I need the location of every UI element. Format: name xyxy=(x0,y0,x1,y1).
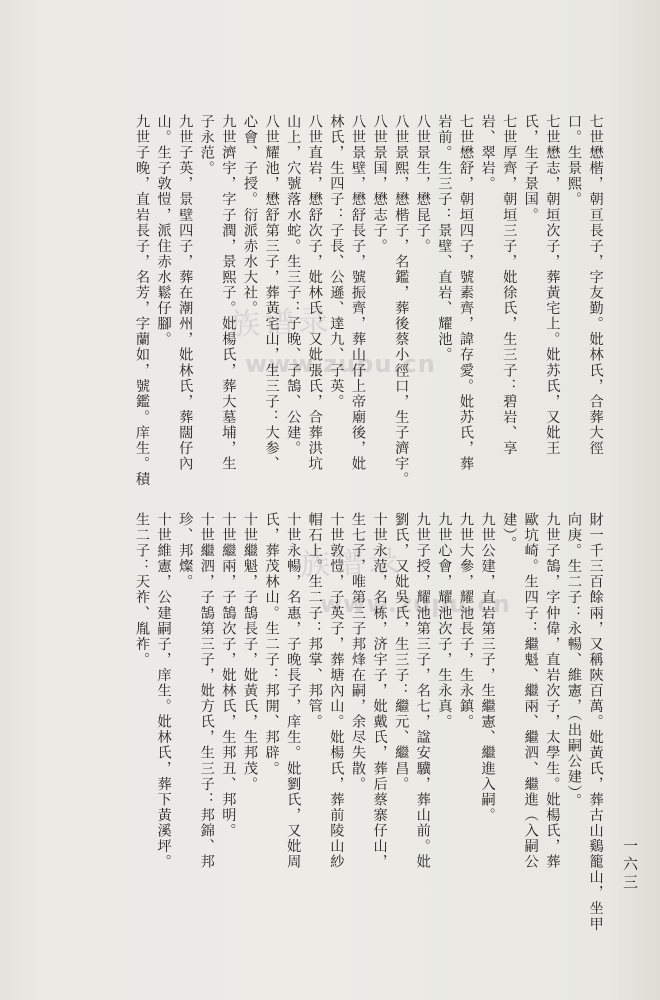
text-column-upper: 心會、子授。衍派赤水大社。 xyxy=(241,114,258,317)
text-column-upper: 山上，穴號落水蛇。生三子：子晚、子鵠、公建。 xyxy=(285,114,302,457)
text-column-lower: 生七子，唯第三子邦烽在嗣，余尽失散。 xyxy=(349,512,366,792)
text-column-lower: 劉氏，又妣吳氏，生三子：繼元、繼昌。 xyxy=(393,512,410,792)
text-column-upper: 九世濟宇，字子潤，景熙子。妣楊氏，葬大墓埔，生 xyxy=(220,114,237,472)
text-column-lower: 歐坑崎。生四子：繼魁、繼兩、繼泗、繼進（入嗣公 xyxy=(522,512,539,870)
text-column-lower: 帽石上。生二子：邦掌、邦管。 xyxy=(306,512,323,730)
watermark-site-url-upper: www.zupu.cn xyxy=(245,350,436,378)
text-column-upper: 氏，生子景国。 xyxy=(522,114,539,223)
text-column-lower: 九世公建，直岩第三子，生繼憲、繼進入嗣。 xyxy=(479,512,496,823)
text-column-upper: 八世景生，懋昆子。 xyxy=(414,114,431,254)
text-column-lower: 十世維憲，公建嗣子，庠生。妣林氏，葬下黃溪坪。 xyxy=(155,512,172,870)
text-column-lower: 生二子：天祚、胤祚。 xyxy=(133,512,150,668)
text-column-upper: 林氏，生四子：子長、公遜、達九、子英。 xyxy=(328,114,345,410)
text-column-upper: 九世子英，景壁四子，葬在潮州，妣林氏，葬闊仔內 xyxy=(177,114,194,472)
text-column-upper: 岩、翠岩。 xyxy=(479,114,496,192)
text-column-upper: 子永范。 xyxy=(198,114,215,177)
text-column-upper: 八世景熙，懋楷子，名鑑，葬後蔡小徑口，生子濟宇。 xyxy=(393,114,410,488)
text-column-upper: 八世直岩，懋舒次子，妣林氏，又妣張氏，合葬洪坑 xyxy=(306,114,323,472)
text-column-lower: 十世永范，名栋，济宇子，妣戴氏，葬后蔡寨仔山， xyxy=(371,512,388,870)
text-column-lower: 十世敦愷，子英子，葬塘內山。妣楊氏，葬前陵山紗 xyxy=(328,512,345,870)
watermark-site-name-upper: 族谱录 xyxy=(229,304,333,343)
text-column-upper: 七世懋舒，朝垣四子，號素齊，諱存愛。妣苏氏，葬 xyxy=(457,114,474,472)
text-column-upper: 七世懋楷，朝亘長子，字友勤。妣林氏，合葬大徑 xyxy=(587,114,604,457)
text-column-upper: 岩前。生三子：景壁、直岩、耀池。 xyxy=(436,114,453,363)
text-column-upper: 口。生景熙。 xyxy=(565,114,582,208)
text-column-upper: 八世景国，懋志子。 xyxy=(371,114,388,254)
text-column-lower: 十世永暢，名惠，子晚長子，庠生。妣劉氏，又妣周 xyxy=(285,512,302,870)
page-number: 一六三 xyxy=(621,838,639,892)
text-column-upper: 八世耀池，懋舒第三子，葬黃宅山，生三子：大参、 xyxy=(263,114,280,472)
text-column-lower: 十世繼魁，子鵠長子，妣黃氏，生邦茂。 xyxy=(241,512,258,792)
text-column-upper: 八世景壁，懋舒長子，號振齊，葬山仔上帝廟後，妣 xyxy=(349,114,366,472)
text-column-lower: 財一千三百餘兩，又稱陝百萬。妣黃氏，葬古山鷄籠山，坐甲 xyxy=(587,512,604,932)
text-column-lower: 九世大參，耀池長子，生永鎮。 xyxy=(457,512,474,730)
text-column-upper: 九世子晚，直岩長子，名芳，字蘭如，號鑑。庠生。積 xyxy=(133,114,150,488)
text-column-lower: 十世繼兩，子鵠次子，妣林氏，生邦丑、邦明。 xyxy=(220,512,237,839)
watermark-site-url-lower: www.zupu.cn xyxy=(320,590,511,618)
text-column-lower: 九世心會，耀池次子，生永真。 xyxy=(436,512,453,730)
text-column-lower: 向庚。生二子：永暢、維憲，（出嗣公建）。 xyxy=(565,512,582,809)
watermark-site-name-lower: 族谱录 xyxy=(299,544,403,583)
text-column-lower: 珍、邦燦。 xyxy=(177,512,194,590)
text-column-lower: 氏，葬茂林山。生二子：邦開、邦辟。 xyxy=(263,512,280,777)
text-column-upper: 七世厚齊，朝垣三子，妣徐氏，生三子：碧岩、享 xyxy=(501,114,518,457)
text-column-upper: 七世懋志，朝垣次子，葬黃宅上。妣苏氏，又妣王 xyxy=(544,114,561,457)
text-column-upper: 山。生子敦愷，派住赤水鬆仔腳。 xyxy=(155,114,172,348)
text-column-lower: 建）。 xyxy=(501,512,518,552)
text-column-lower: 九世子鵠，字仲偉，直岩次子，太學生。妣楊氏，葬 xyxy=(544,512,561,870)
text-column-lower: 九世子授，耀池第三子，名七，諡安驥，葬山前。妣 xyxy=(414,512,431,870)
text-column-lower: 十世繼泗，子鵠第三子，妣方氏，生三子：邦錦、邦 xyxy=(198,512,215,870)
